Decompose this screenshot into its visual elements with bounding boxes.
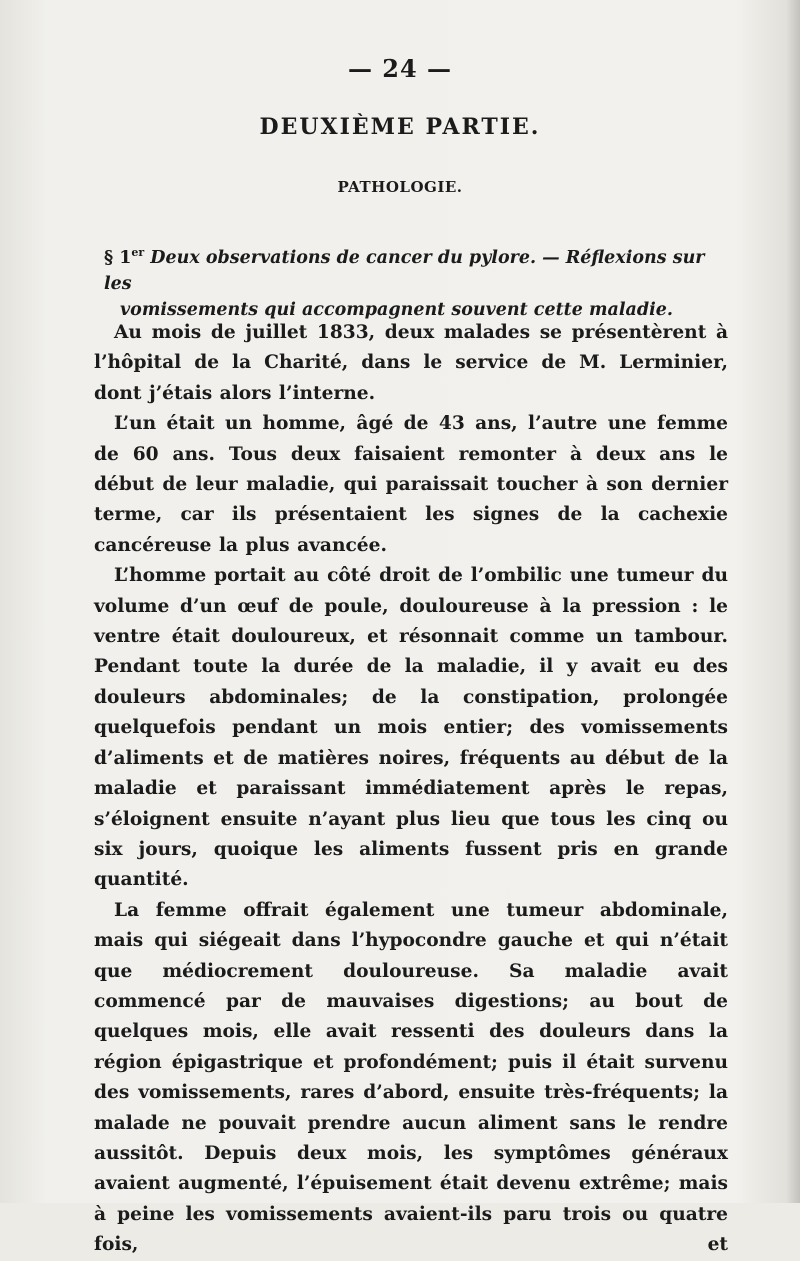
section-heading-line-2: vomissements qui accompagnent souvent cette maladie. <box>120 299 673 320</box>
paragraph: La femme offrait également une tumeur abdominale, mais qui siégeait dans l’hypocondre gauche et qui n’était que médiocrement douloureuse. Sa maladie avait commencé par de mauvaises digestions; au bout de quelques mois, elle avait ressenti des douleurs dans la région épigastrique et profondément; puis il était survenu des vomissements, rares d’abord, ensuite très-fréquents; la malade ne pouvait prendre aucun aliment sans le rendre aussitôt. Depuis deux mois, les symptômes généraux avaient augmenté, l’épuisement était devenu extrême; mais à peine les vomissements avaient-ils paru trois ou quatre fois, et <box>94 899 728 1256</box>
paragraph: L’homme portait au côté droit de l’ombilic une tumeur du volume d’un œuf de poule, douloureuse à la pression : le ventre était douloureux, et résonnait comme un tambour. Pendant toute la durée de la maladie, il y avait eu des douleurs abdominales; de la constipation, prolongée quelquefois pendant un mois entier; des vomissements d’aliments et de matières noires, fréquents au début de la maladie et paraissant immédiatement après le repas, s’éloignent ensuite n’ayant plus lieu que tous les cinq ou six jours, quoique les aliments fussent pris en grande quantité. <box>94 565 728 891</box>
section-marker-sup: er <box>131 246 145 259</box>
paragraph: L’un était un homme, âgé de 43 ans, l’autre une femme de 60 ans. Tous deux faisaient remonter à deux ans le début de leur maladie, qui paraissait toucher à son dernier terme, car ils présentaient les signes de la cachexie cancéreuse la plus avancée. <box>94 413 728 556</box>
section-heading-text-1: Deux observations de cancer du pylore. — Réflexions sur les <box>104 247 705 294</box>
page-number: — 24 — <box>347 54 453 83</box>
section-heading-line-1 <box>104 240 724 297</box>
section-heading <box>104 240 724 323</box>
part-title: DEUXIÈME PARTIE. <box>259 114 541 140</box>
body-text <box>94 318 728 1261</box>
paragraph: Au mois de juillet 1833, deux malades se présentèrent à l’hôpital de la Charité, dans le service de M. Lerminier, dont j’étais alors l’interne. <box>94 322 728 404</box>
section-title: PATHOLOGIE. <box>337 178 463 196</box>
section-marker: § 1 <box>104 247 132 268</box>
